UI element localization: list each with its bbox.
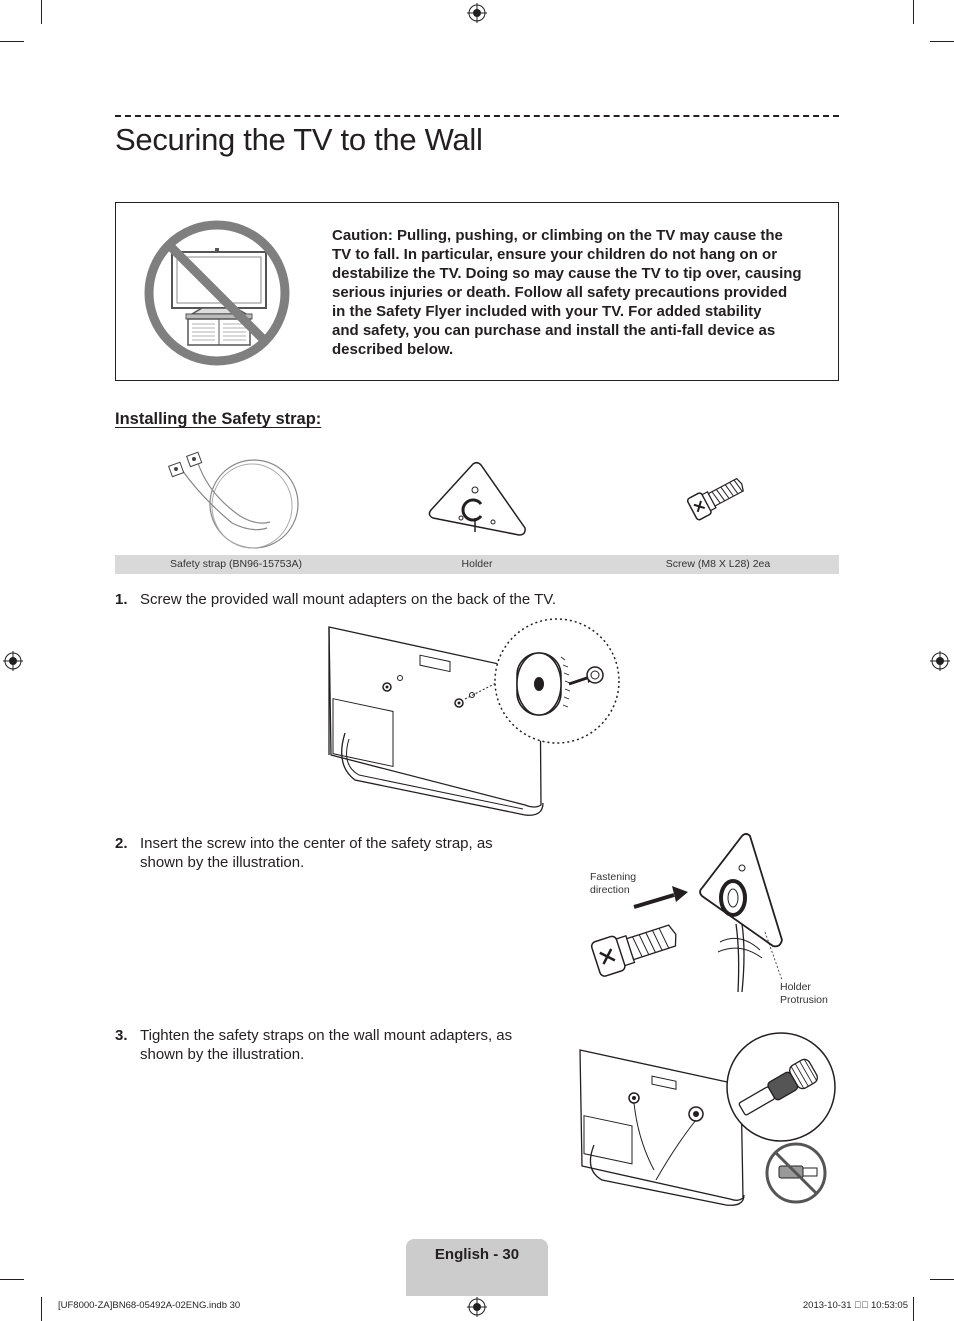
caution-line: in the Safety Flyer included with your TV. For added stability (332, 303, 762, 320)
crop-mark (0, 1279, 24, 1280)
step-text-line: shown by the illustration. (140, 1046, 305, 1063)
caution-line: and safety, you can purchase and install the anti-fall device as (332, 322, 776, 339)
caution-line: serious injuries or death. Follow all safety precautions provided (332, 284, 788, 301)
parts-caption-bar (115, 555, 839, 574)
registration-mark-icon (930, 651, 950, 671)
step-text-line: Insert the screw into the center of the safety strap, as (140, 835, 493, 852)
crop-mark (930, 41, 954, 42)
step-text-line: Tighten the safety straps on the wall mount adapters, as (140, 1027, 513, 1044)
crop-mark (41, 0, 42, 24)
caution-line: described below. (332, 341, 454, 358)
part-label-screw: Screw (M8 X L28) 2ea (665, 558, 771, 570)
step-text-line: shown by the illustration. (140, 854, 305, 871)
print-slug-right: 2013-10-31 ￿￿ 10:53:05 (802, 1300, 908, 1311)
caution-line: Caution: Pulling, pushing, or climbing on the TV may cause the (332, 227, 783, 244)
crop-mark (913, 1297, 914, 1321)
page-title: Securing the TV to the Wall (115, 122, 483, 157)
screw-illustration (685, 475, 750, 520)
step-number: 3. (115, 1027, 128, 1044)
screw-into-strap-illustration (590, 832, 830, 1002)
step-text (140, 590, 556, 609)
label-line: Fastening (590, 871, 637, 883)
print-slug-left: [UF8000-ZA]BN68-05492A-02ENG.indb 30 (58, 1300, 241, 1311)
crop-mark (0, 41, 24, 42)
registration-mark-icon (467, 1297, 487, 1317)
registration-mark-icon (467, 3, 487, 23)
tighten-strap-illustration (576, 1030, 831, 1210)
step-number: 2. (115, 835, 128, 852)
crop-mark (930, 1279, 954, 1280)
title-dashed-rule (115, 115, 839, 117)
page-number: English - 30 (434, 1246, 520, 1263)
section-heading: Installing the Safety strap: (115, 410, 322, 428)
holder-illustration (425, 460, 530, 540)
label-line: Holder (780, 981, 811, 993)
caution-line: TV to fall. In particular, ensure your children do not hang on or (332, 246, 778, 263)
part-label-holder: Holder (461, 558, 493, 570)
step-number: 1. (115, 591, 128, 608)
registration-mark-icon (3, 651, 23, 671)
tv-back-adapter-illustration (325, 615, 625, 820)
step-text (140, 834, 493, 872)
label-line: Protrusion (780, 994, 828, 1006)
safety-strap-illustration (162, 448, 307, 552)
step-text-line: Screw the provided wall mount adapters on the back of the TV. (140, 591, 557, 608)
label-line: direction (590, 884, 630, 896)
caution-text (332, 226, 822, 359)
caution-line: destabilize the TV. Doing so may cause the TV to tip over, causing (332, 265, 802, 282)
no-climbing-tv-icon (142, 218, 292, 368)
crop-mark (913, 0, 914, 24)
step-text (140, 1026, 512, 1064)
crop-mark (41, 1297, 42, 1321)
part-label-safety-strap: Safety strap (BN96-15753A) (170, 558, 302, 570)
